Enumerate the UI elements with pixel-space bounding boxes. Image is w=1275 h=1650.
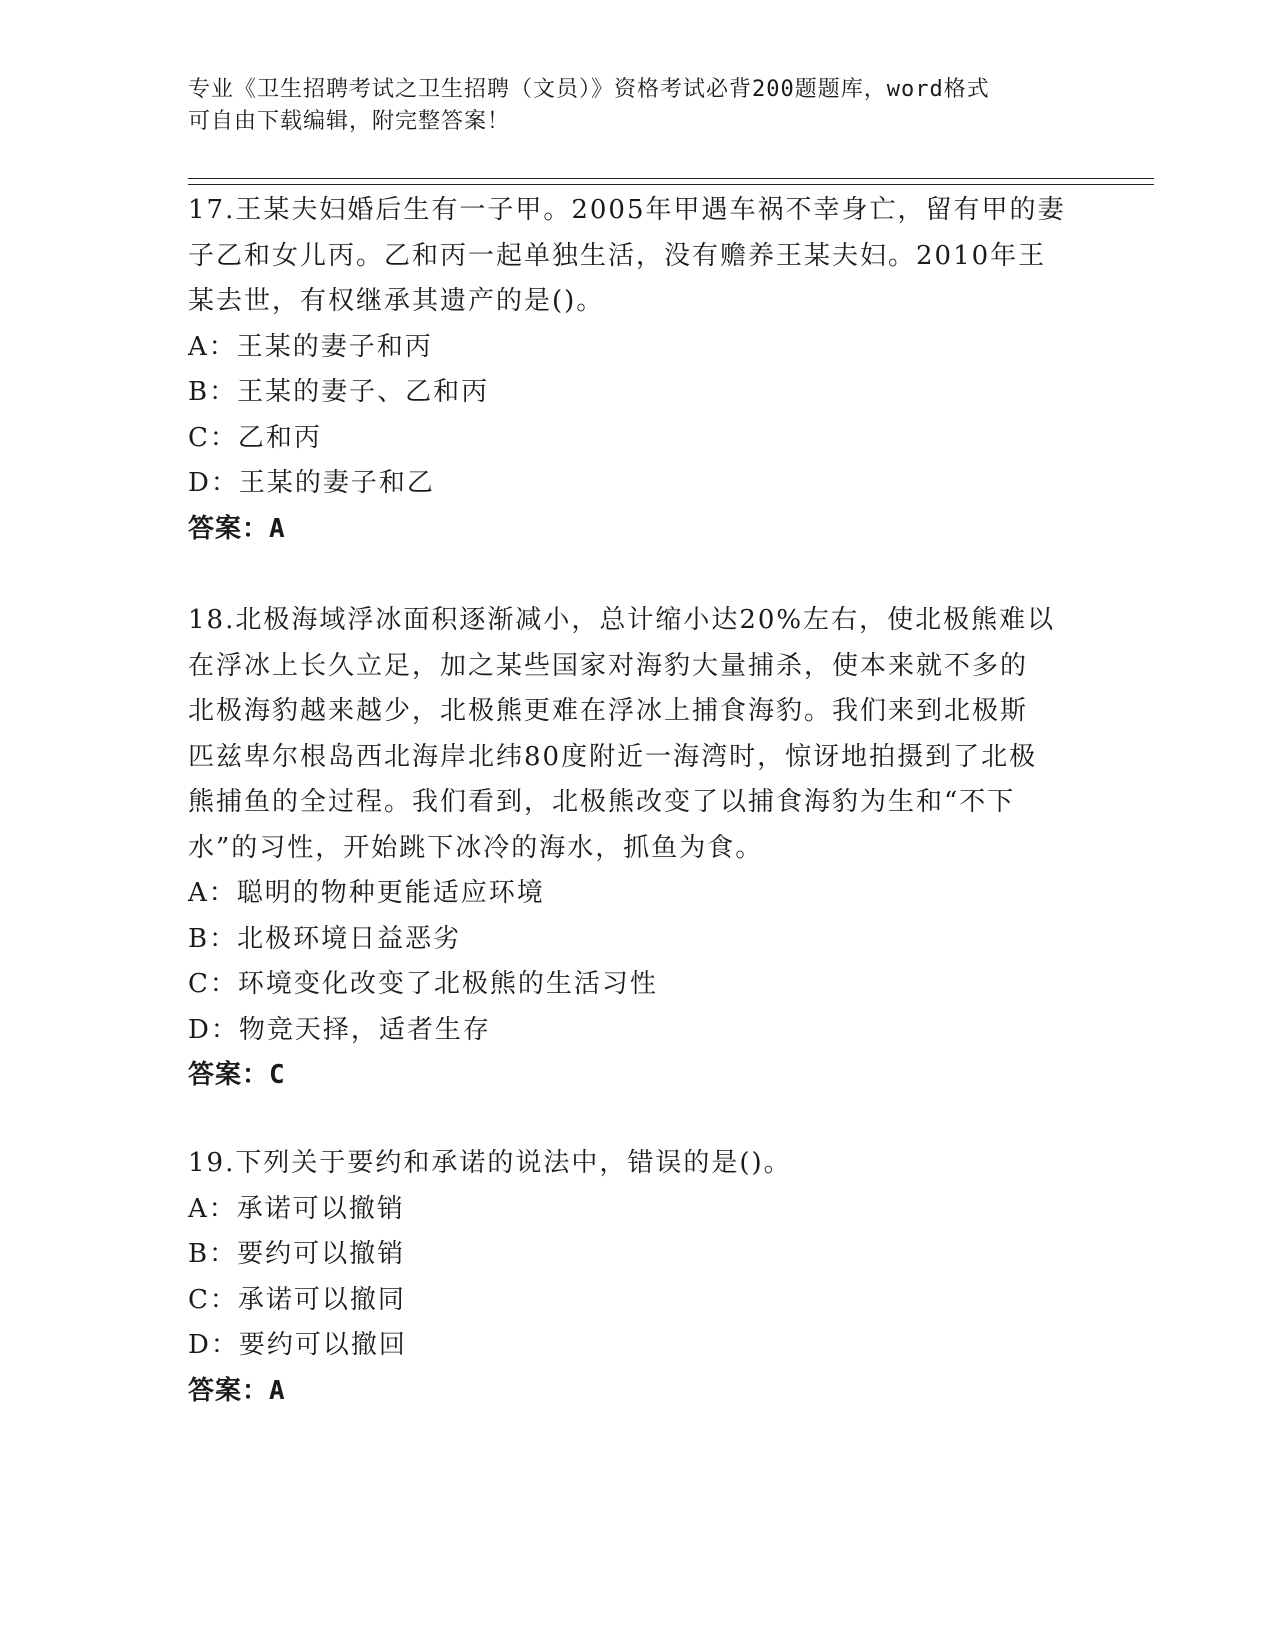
option-d: D：物竞天择，适者生存	[188, 1014, 491, 1045]
question-19	[188, 1141, 1088, 1414]
header-divider-bottom	[188, 184, 1154, 185]
question-stem-line: 19.下列关于要约和承诺的说法中，错误的是()。	[188, 1148, 792, 1178]
question-stem-line: 熊捕鱼的全过程。我们看到，北极熊改变了以捕食海豹为生和“不下	[188, 787, 1016, 817]
option-b: B：要约可以撤销	[188, 1239, 406, 1269]
question-17	[188, 188, 1088, 552]
question-stem-line: 水”的习性，开始跳下冰冷的海水，抓鱼为食。	[188, 832, 764, 863]
question-stem-line: 17.王某夫妇婚后生有一子甲。2005年甲遇车祸不幸身亡，留有甲的妻	[188, 195, 1066, 225]
option-c: C：乙和丙	[188, 422, 322, 453]
option-a: A：王某的妻子和丙	[188, 331, 433, 362]
question-stem-line: 北极海豹越来越少，北极熊更难在浮冰上捕食海豹。我们来到北极斯	[188, 696, 1029, 726]
option-a: A：承诺可以撤销	[188, 1193, 405, 1224]
question-stem-line: 某去世，有权继承其遗产的是()。	[188, 286, 605, 316]
question-18	[188, 598, 1088, 1099]
option-c: C：承诺可以撤同	[188, 1284, 406, 1315]
header-divider-top	[188, 178, 1154, 179]
question-stem-line: 子乙和女儿丙。乙和丙一起单独生活，没有赡养王某夫妇。2010年王	[188, 240, 1047, 271]
option-b: B：北极环境日益恶劣	[188, 923, 462, 954]
answer-line: 答案：A	[188, 513, 286, 544]
option-b: B：王某的妻子、乙和丙	[188, 377, 490, 407]
question-stem-line: 在浮冰上长久立足，加之某些国家对海豹大量捕杀，使本来就不多的	[188, 650, 1029, 681]
option-c: C：环境变化改变了北极熊的生活习性	[188, 969, 658, 999]
option-a: A：聪明的物种更能适应环境	[188, 878, 545, 908]
question-stem-line: 18.北极海域浮冰面积逐渐减小，总计缩小达20%左右，使北极熊难以	[188, 605, 1056, 635]
document-header	[188, 74, 1088, 138]
header-line-1: 专业《卫生招聘考试之卫生招聘（文员）》资格考试必背200题题库，word格式	[188, 77, 990, 102]
header-line-2: 可自由下载编辑，附完整答案！	[188, 109, 511, 134]
question-stem-line: 匹兹卑尔根岛西北海岸北纬80度附近一海湾时，惊讶地拍摄到了北极	[188, 741, 1038, 772]
answer-line: 答案：A	[188, 1375, 286, 1406]
option-d: D：王某的妻子和乙	[188, 468, 435, 498]
option-d: D：要约可以撤回	[188, 1330, 407, 1360]
answer-line: 答案：C	[188, 1060, 286, 1090]
